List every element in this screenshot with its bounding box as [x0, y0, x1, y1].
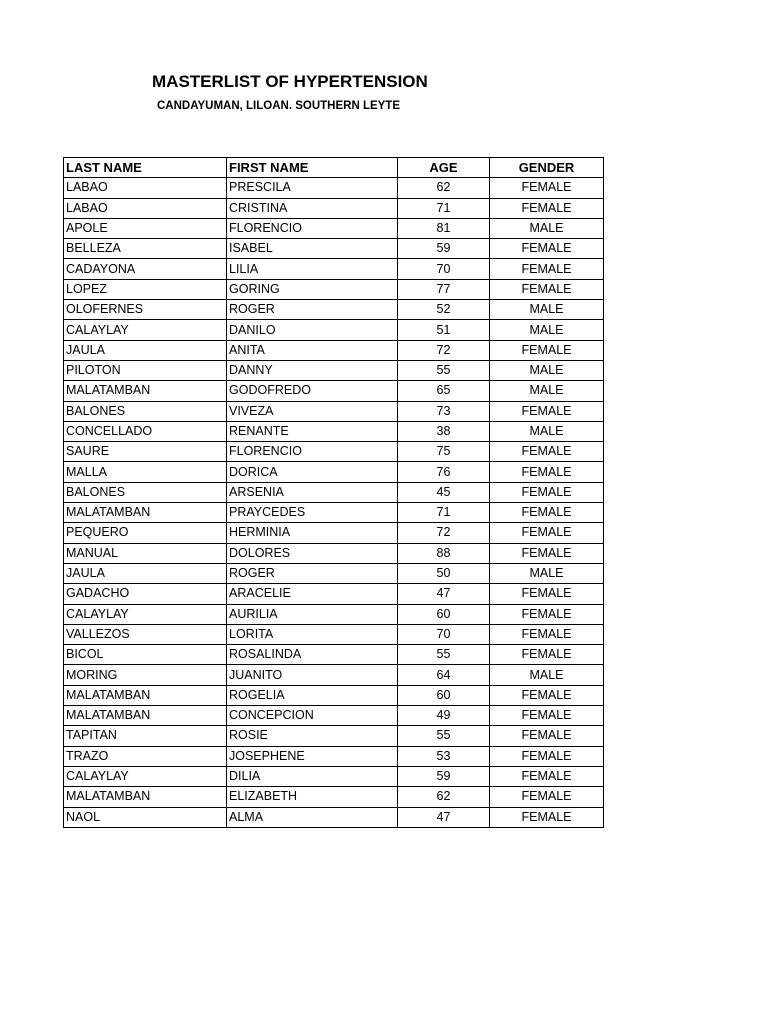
gender-cell: FEMALE [490, 503, 604, 523]
column-header-gender: GENDER [490, 158, 604, 178]
age-cell: 53 [398, 746, 490, 766]
table-row [64, 401, 604, 421]
last-name-cell: TAPITAN [64, 726, 227, 746]
first-name-cell: DOLORES [227, 543, 398, 563]
age-cell: 51 [398, 320, 490, 340]
first-name-cell: VIVEZA [227, 401, 398, 421]
last-name-cell: CONCELLADO [64, 421, 227, 441]
first-name-cell: JOSEPHENE [227, 746, 398, 766]
first-name-cell: LORITA [227, 624, 398, 644]
first-name-cell: LILIA [227, 259, 398, 279]
gender-cell: FEMALE [490, 685, 604, 705]
first-name-cell: AURILIA [227, 604, 398, 624]
last-name-cell: SAURE [64, 442, 227, 462]
last-name-cell: TRAZO [64, 746, 227, 766]
last-name-cell: NAOL [64, 807, 227, 827]
age-cell: 49 [398, 706, 490, 726]
gender-cell: FEMALE [490, 340, 604, 360]
table-row [64, 503, 604, 523]
table-row [64, 665, 604, 685]
last-name-cell: MALATAMBAN [64, 706, 227, 726]
gender-cell: FEMALE [490, 766, 604, 786]
page-subtitle: CANDAYUMAN, LILOAN. SOUTHERN LEYTE [157, 100, 400, 112]
column-header-first-name: FIRST NAME [227, 158, 398, 178]
age-cell: 70 [398, 624, 490, 644]
age-cell: 55 [398, 726, 490, 746]
table-row [64, 279, 604, 299]
last-name-cell: BALONES [64, 401, 227, 421]
table-row [64, 645, 604, 665]
table-row [64, 787, 604, 807]
age-cell: 55 [398, 645, 490, 665]
table-row [64, 381, 604, 401]
gender-cell: FEMALE [490, 523, 604, 543]
first-name-cell: FLORENCIO [227, 442, 398, 462]
last-name-cell: MALATAMBAN [64, 503, 227, 523]
gender-cell: FEMALE [490, 442, 604, 462]
gender-cell: MALE [490, 300, 604, 320]
last-name-cell: MALATAMBAN [64, 381, 227, 401]
table-row [64, 218, 604, 238]
gender-cell: FEMALE [490, 787, 604, 807]
first-name-cell: ALMA [227, 807, 398, 827]
first-name-cell: CRISTINA [227, 198, 398, 218]
age-cell: 88 [398, 543, 490, 563]
last-name-cell: VALLEZOS [64, 624, 227, 644]
last-name-cell: CALAYLAY [64, 604, 227, 624]
gender-cell: MALE [490, 563, 604, 583]
age-cell: 60 [398, 604, 490, 624]
gender-cell: FEMALE [490, 706, 604, 726]
table-row [64, 421, 604, 441]
age-cell: 38 [398, 421, 490, 441]
table-row [64, 442, 604, 462]
table-row [64, 462, 604, 482]
gender-cell: FEMALE [490, 259, 604, 279]
age-cell: 62 [398, 787, 490, 807]
table-row [64, 543, 604, 563]
table-row [64, 198, 604, 218]
age-cell: 70 [398, 259, 490, 279]
first-name-cell: RENANTE [227, 421, 398, 441]
first-name-cell: PRAYCEDES [227, 503, 398, 523]
table-row [64, 178, 604, 198]
last-name-cell: CADAYONA [64, 259, 227, 279]
age-cell: 75 [398, 442, 490, 462]
table-row [64, 726, 604, 746]
first-name-cell: ANITA [227, 340, 398, 360]
gender-cell: FEMALE [490, 198, 604, 218]
age-cell: 45 [398, 482, 490, 502]
last-name-cell: CALAYLAY [64, 320, 227, 340]
first-name-cell: JUANITO [227, 665, 398, 685]
first-name-cell: ROGELIA [227, 685, 398, 705]
table-row [64, 259, 604, 279]
last-name-cell: JAULA [64, 340, 227, 360]
table-row [64, 300, 604, 320]
first-name-cell: DILIA [227, 766, 398, 786]
table-row [64, 706, 604, 726]
age-cell: 71 [398, 503, 490, 523]
table-row [64, 604, 604, 624]
table-row [64, 320, 604, 340]
age-cell: 47 [398, 807, 490, 827]
age-cell: 72 [398, 523, 490, 543]
first-name-cell: GORING [227, 279, 398, 299]
age-cell: 81 [398, 218, 490, 238]
last-name-cell: LOPEZ [64, 279, 227, 299]
gender-cell: FEMALE [490, 482, 604, 502]
last-name-cell: PEQUERO [64, 523, 227, 543]
table-row [64, 239, 604, 259]
age-cell: 55 [398, 360, 490, 380]
last-name-cell: GADACHO [64, 584, 227, 604]
first-name-cell: ROSALINDA [227, 645, 398, 665]
last-name-cell: APOLE [64, 218, 227, 238]
first-name-cell: HERMINIA [227, 523, 398, 543]
gender-cell: FEMALE [490, 726, 604, 746]
gender-cell: FEMALE [490, 604, 604, 624]
last-name-cell: LABAO [64, 178, 227, 198]
age-cell: 47 [398, 584, 490, 604]
first-name-cell: DANILO [227, 320, 398, 340]
first-name-cell: ARACELIE [227, 584, 398, 604]
column-header-age: AGE [398, 158, 490, 178]
age-cell: 64 [398, 665, 490, 685]
gender-cell: FEMALE [490, 624, 604, 644]
first-name-cell: PRESCILA [227, 178, 398, 198]
masterlist-table [63, 157, 604, 828]
first-name-cell: ROGER [227, 563, 398, 583]
table-row [64, 624, 604, 644]
first-name-cell: ISABEL [227, 239, 398, 259]
gender-cell: FEMALE [490, 279, 604, 299]
table-body [64, 178, 604, 828]
last-name-cell: MANUAL [64, 543, 227, 563]
age-cell: 72 [398, 340, 490, 360]
table-row [64, 340, 604, 360]
first-name-cell: ROSIE [227, 726, 398, 746]
first-name-cell: DORICA [227, 462, 398, 482]
table-row [64, 523, 604, 543]
gender-cell: FEMALE [490, 645, 604, 665]
age-cell: 77 [398, 279, 490, 299]
last-name-cell: MALATAMBAN [64, 787, 227, 807]
gender-cell: FEMALE [490, 746, 604, 766]
age-cell: 71 [398, 198, 490, 218]
gender-cell: FEMALE [490, 178, 604, 198]
last-name-cell: MALATAMBAN [64, 685, 227, 705]
age-cell: 73 [398, 401, 490, 421]
last-name-cell: MORING [64, 665, 227, 685]
last-name-cell: OLOFERNES [64, 300, 227, 320]
last-name-cell: JAULA [64, 563, 227, 583]
first-name-cell: GODOFREDO [227, 381, 398, 401]
gender-cell: MALE [490, 218, 604, 238]
last-name-cell: MALLA [64, 462, 227, 482]
first-name-cell: ROGER [227, 300, 398, 320]
table-row [64, 482, 604, 502]
gender-cell: FEMALE [490, 543, 604, 563]
column-header-last-name: LAST NAME [64, 158, 227, 178]
age-cell: 59 [398, 766, 490, 786]
first-name-cell: ARSENIA [227, 482, 398, 502]
age-cell: 60 [398, 685, 490, 705]
age-cell: 65 [398, 381, 490, 401]
first-name-cell: CONCEPCION [227, 706, 398, 726]
table-row [64, 746, 604, 766]
last-name-cell: BICOL [64, 645, 227, 665]
gender-cell: FEMALE [490, 462, 604, 482]
gender-cell: FEMALE [490, 401, 604, 421]
age-cell: 50 [398, 563, 490, 583]
gender-cell: MALE [490, 665, 604, 685]
last-name-cell: CALAYLAY [64, 766, 227, 786]
table-row [64, 685, 604, 705]
gender-cell: MALE [490, 381, 604, 401]
gender-cell: MALE [490, 360, 604, 380]
first-name-cell: ELIZABETH [227, 787, 398, 807]
age-cell: 62 [398, 178, 490, 198]
table-row [64, 563, 604, 583]
age-cell: 52 [398, 300, 490, 320]
first-name-cell: FLORENCIO [227, 218, 398, 238]
gender-cell: FEMALE [490, 584, 604, 604]
last-name-cell: BALONES [64, 482, 227, 502]
first-name-cell: DANNY [227, 360, 398, 380]
gender-cell: MALE [490, 421, 604, 441]
gender-cell: FEMALE [490, 239, 604, 259]
gender-cell: FEMALE [490, 807, 604, 827]
table-row [64, 766, 604, 786]
gender-cell: MALE [490, 320, 604, 340]
last-name-cell: PILOTON [64, 360, 227, 380]
age-cell: 59 [398, 239, 490, 259]
table-row [64, 360, 604, 380]
page-title: MASTERLIST OF HYPERTENSION [152, 72, 428, 91]
table-row [64, 584, 604, 604]
last-name-cell: BELLEZA [64, 239, 227, 259]
last-name-cell: LABAO [64, 198, 227, 218]
age-cell: 76 [398, 462, 490, 482]
table-row [64, 807, 604, 827]
table-header-row [64, 158, 604, 178]
